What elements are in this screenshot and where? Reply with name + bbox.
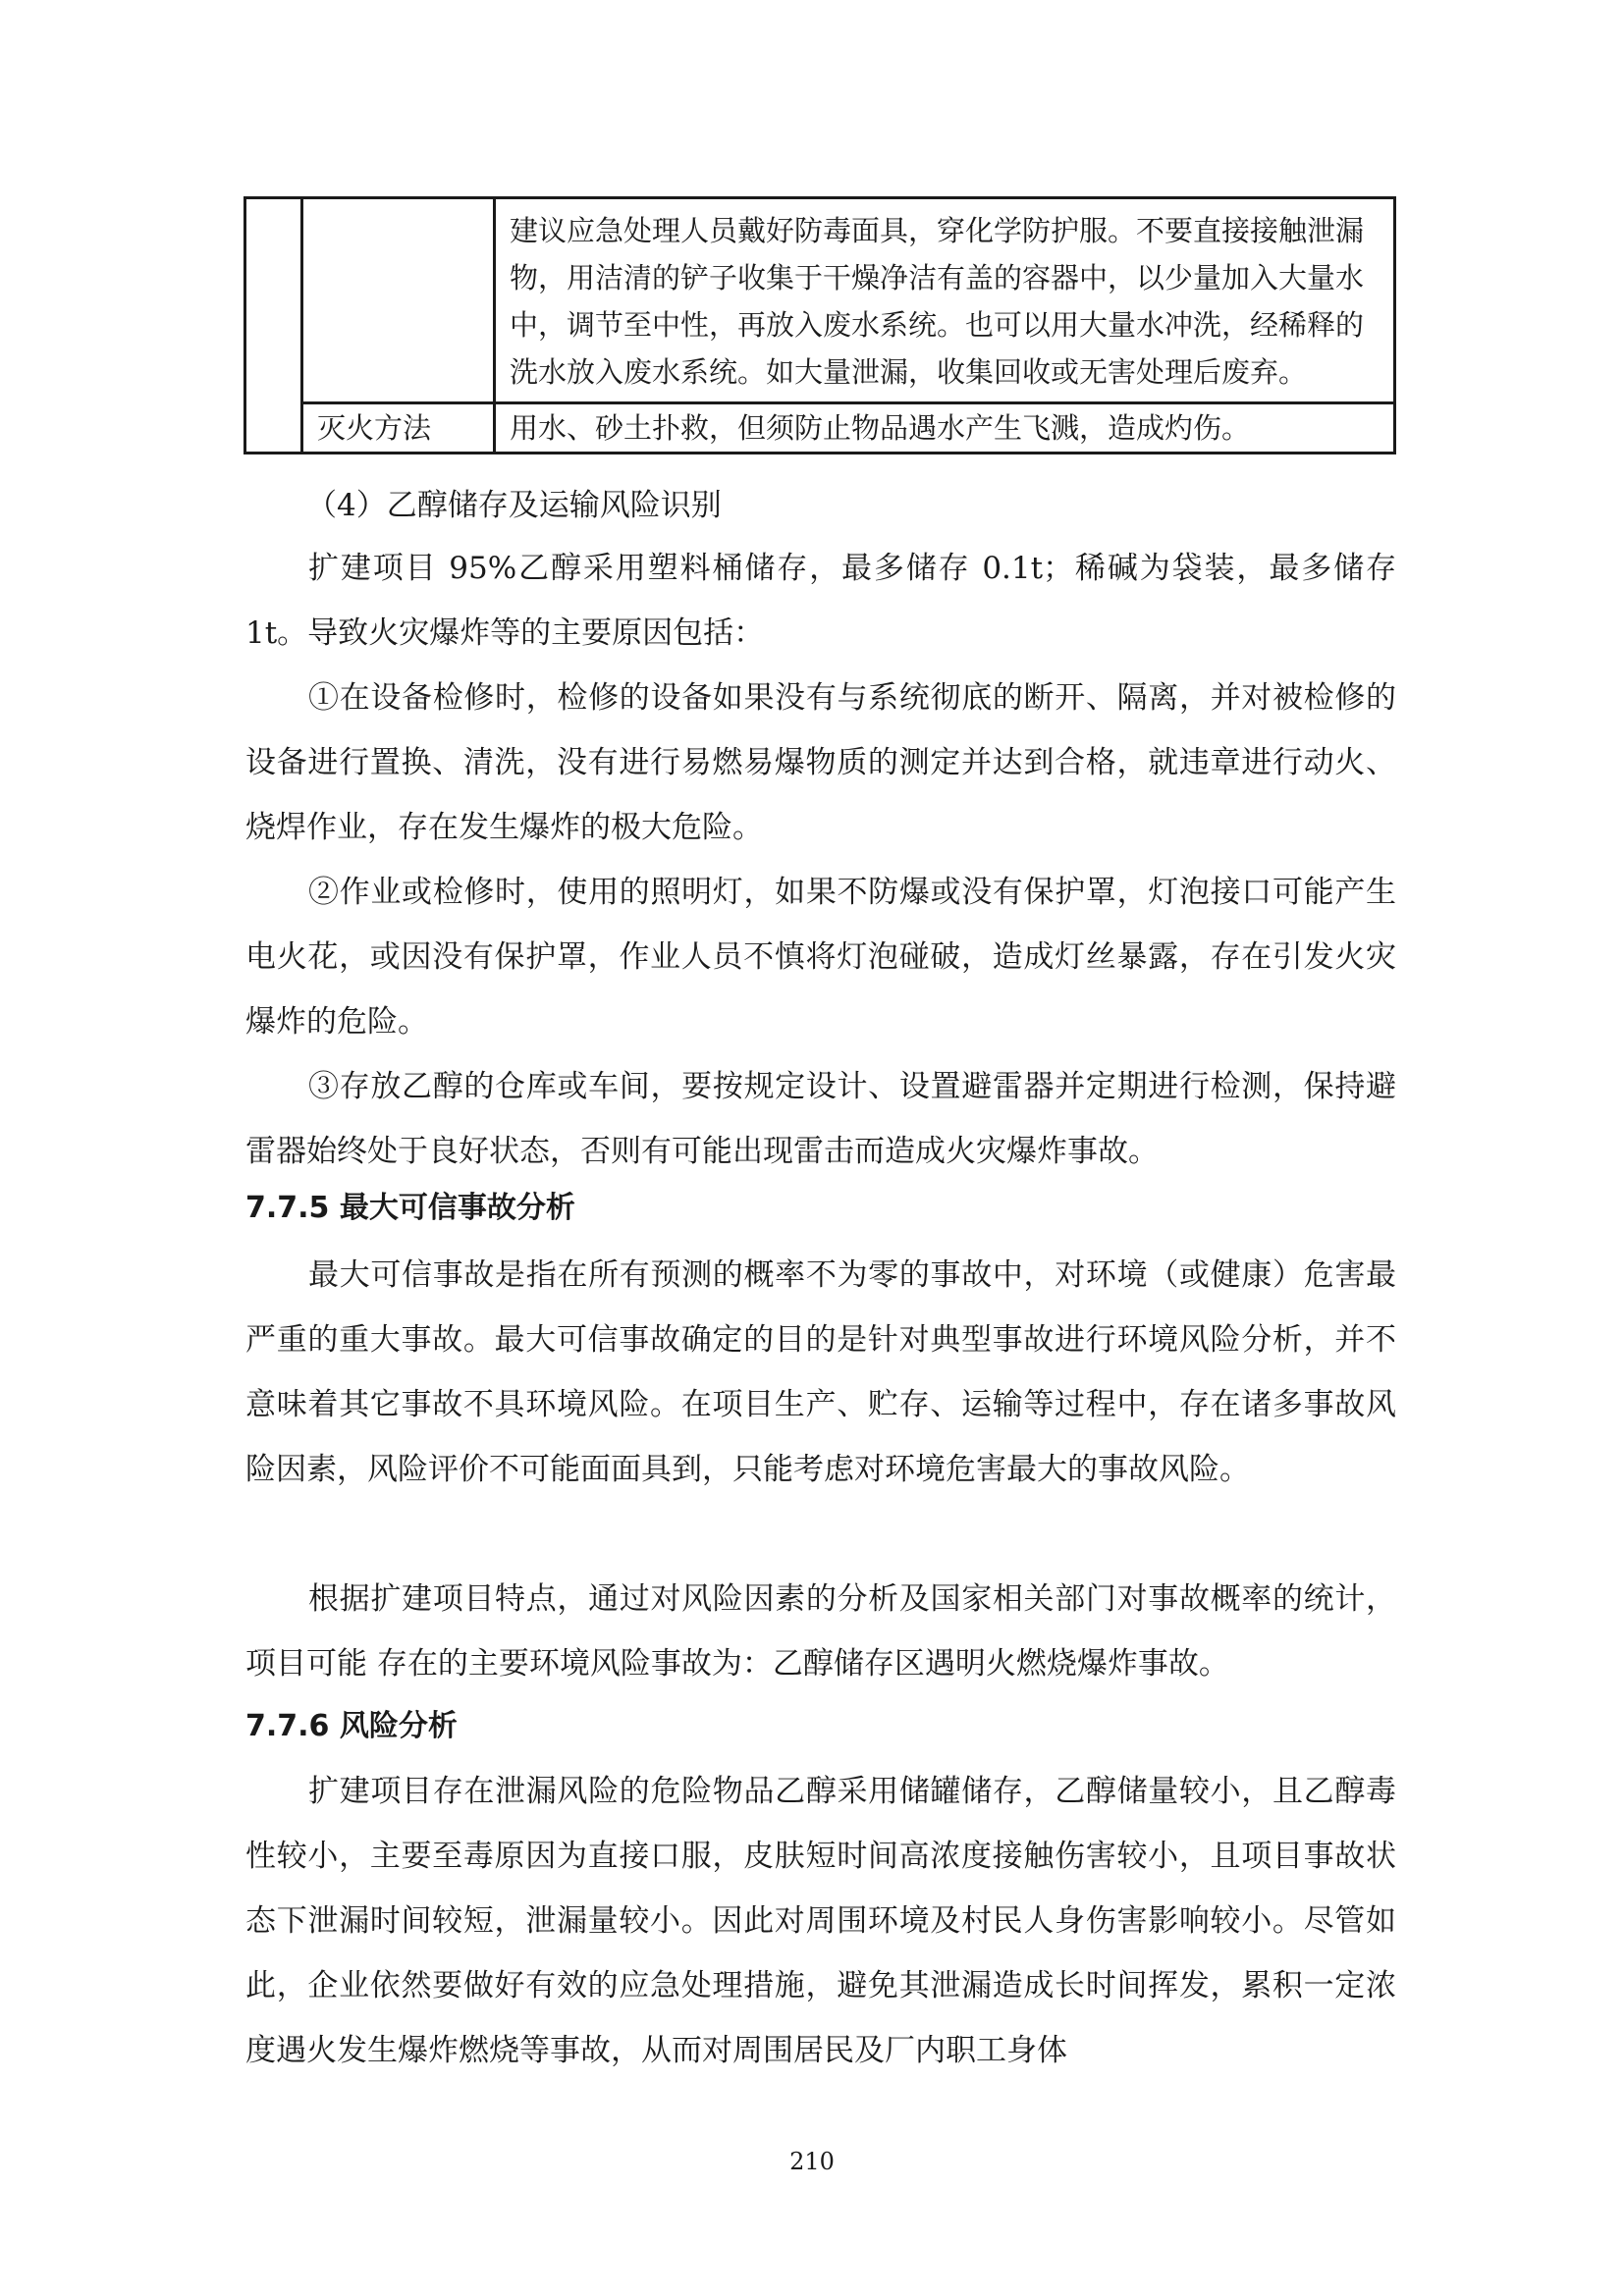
section-heading-7-7-6: 7.7.6 风险分析	[245, 1709, 458, 1743]
table-cell-text: 用水、砂土扑救，但须防止物品遇水产生飞溅，造成灼伤。	[495, 403, 1395, 454]
paragraph: 扩建项目 95%乙醇采用塑料桶储存，最多储存 0.1t；稀碱为袋装，最多储存 1t。导致火灾爆炸等的主要原因包括：	[245, 551, 1396, 651]
paragraph: 根据扩建项目特点，通过对风险因素的分析及国家相关部门对事故概率的统计，项目可能 存在的主要环境风险事故为：乙醇储存区遇明火燃烧爆炸事故。	[245, 1581, 1396, 1682]
paragraph: ②作业或检修时，使用的照明灯，如果不防爆或没有保护罩，灯泡接口可能产生电火花，或因没有保护罩，作业人员不慎将灯泡碰破，造成灯丝暴露，存在引发火灾爆炸的危险。	[245, 875, 1396, 1040]
paragraph: ③存放乙醇的仓库或车间，要按规定设计、设置避雷器并定期进行检测，保持避雷器始终处于良好状态，否则有可能出现雷击而造成火灾爆炸事故。	[245, 1069, 1396, 1169]
table-cell-label	[302, 198, 495, 403]
table-row	[245, 198, 1395, 403]
table-row	[245, 403, 1395, 454]
paragraph: 扩建项目存在泄漏风险的危险物品乙醇采用储罐储存，乙醇储量较小，且乙醇毒性较小，主要至毒原因为直接口服，皮肤短时间高浓度接触伤害较小，且项目事故状态下泄漏时间较短，泄漏量较小。因此对周围环境及村民人身伤害影响较小。尽管如此，企业依然要做好有效的应急处理措施，避免其泄漏造成长时间挥发，累积一定浓度遇火发生爆炸燃烧等事故，从而对周围居民及厂内职工身体	[245, 1774, 1396, 2068]
paragraph: 最大可信事故是指在所有预测的概率不为零的事故中，对环境（或健康）危害最严重的重大事故。最大可信事故确定的目的是针对典型事故进行环境风险分析，并不意味着其它事故不具环境风险。在项目生产、贮存、运输等过程中，存在诸多事故风险因素，风险评价不可能面面具到，只能考虑对环境危害最大的事故风险。	[245, 1257, 1396, 1487]
table-cell-blank	[245, 198, 302, 454]
section-4-title: （4）乙醇储存及运输风险识别	[306, 488, 722, 523]
table-cell-text: 建议应急处理人员戴好防毒面具，穿化学防护服。不要直接接触泄漏物，用洁清的铲子收集于干燥净洁有盖的容器中，以少量加入大量水中，调节至中性，再放入废水系统。也可以用大量水冲洗，经稀释的洗水放入废水系统。如大量泄漏，收集回收或无害处理后废弃。	[495, 198, 1395, 403]
page-number: 210	[789, 2148, 835, 2175]
paragraph: ①在设备检修时，检修的设备如果没有与系统彻底的断开、隔离，并对被检修的设备进行置换、清洗，没有进行易燃易爆物质的测定并达到合格，就违章进行动火、烧焊作业，存在发生爆炸的极大危险。	[245, 680, 1396, 845]
table-cell-label: 灭火方法	[302, 403, 495, 454]
section-heading-7-7-5: 7.7.5 最大可信事故分析	[245, 1191, 575, 1225]
emergency-table	[244, 196, 1396, 454]
